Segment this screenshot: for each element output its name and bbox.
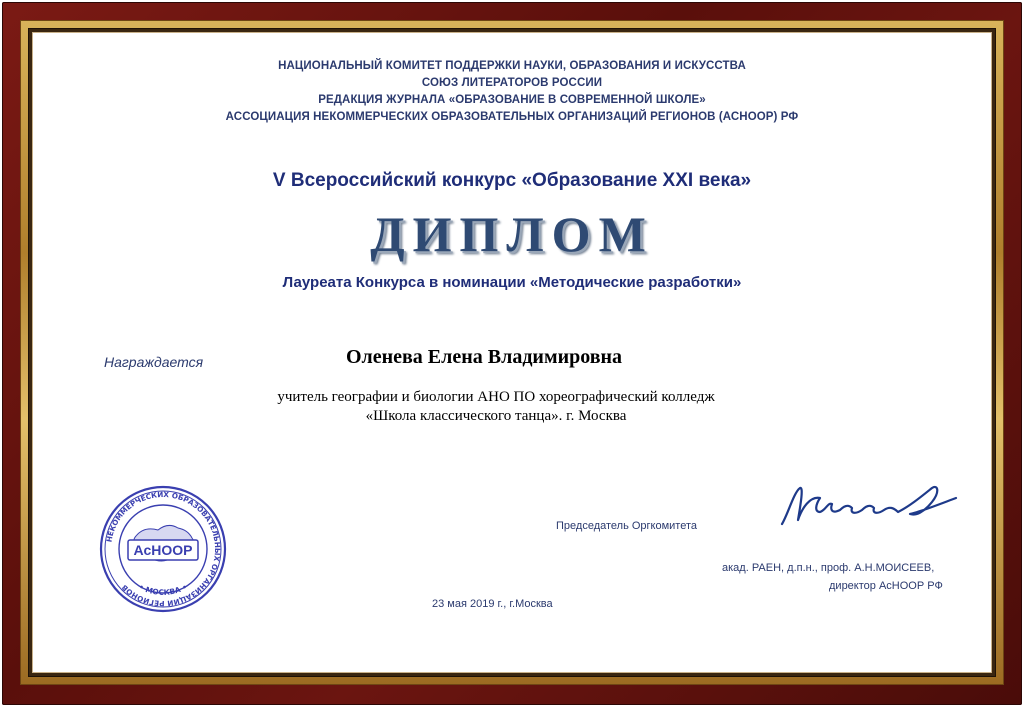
- chairman-signature: [770, 474, 970, 544]
- signatory-line-1: акад. РАЕН, д.п.н., проф. А.Н.МОИСЕЕВ,: [722, 562, 935, 574]
- signatory-line-2: директор АсНООР РФ: [829, 580, 943, 592]
- header-line-1: НАЦИОНАЛЬНЫЙ КОМИТЕТ ПОДДЕРЖКИ НАУКИ, ОБРАЗОВАНИЯ И ИСКУССТВА: [278, 60, 746, 72]
- date-place: 23 мая 2019 г., г.Москва: [432, 598, 553, 610]
- laureate-line: Лауреата Конкурса в номинации «Методические разработки»: [282, 274, 742, 291]
- diploma-heading: ДИПЛОМ: [370, 206, 654, 262]
- stamp-bottom-text: • МОСКВА •: [137, 582, 189, 598]
- awarded-label: Награждается: [104, 354, 204, 370]
- stamp-center-text: АсНООР: [133, 542, 193, 558]
- recipient-position-line-1: учитель географии и биологии АНО ПО хореографический колледж: [277, 389, 715, 405]
- contest-title: V Всероссийский конкурс «Образование XXI века»: [272, 170, 752, 191]
- svg-text:• МОСКВА •: [137, 582, 188, 597]
- recipient-position-line-2: «Школа классического танца». г. Москва: [365, 408, 627, 424]
- stamp-ring-text: НЕКОММЕРЧЕСКИХ ОБРАЗОВАТЕЛЬНЫХ ОРГАНИЗАЦИЙ РЕГИОНОВ: [104, 489, 223, 609]
- recipient-name: Оленева Елена Владимировна: [345, 346, 623, 368]
- header-line-4: АССОЦИАЦИЯ НЕКОММЕРЧЕСКИХ ОБРАЗОВАТЕЛЬНЫХ ОРГАНИЗАЦИЙ РЕГИОНОВ (АСНООР) РФ: [225, 111, 799, 123]
- organization-stamp: [88, 484, 238, 614]
- header-line-2: СОЮЗ ЛИТЕРАТОРОВ РОССИИ: [421, 77, 603, 89]
- header-line-3: РЕДАКЦИЯ ЖУРНАЛА «ОБРАЗОВАНИЕ В СОВРЕМЕННОЙ ШКОЛЕ»: [318, 94, 706, 106]
- chairman-label: Председатель Оргкомитета: [556, 520, 698, 532]
